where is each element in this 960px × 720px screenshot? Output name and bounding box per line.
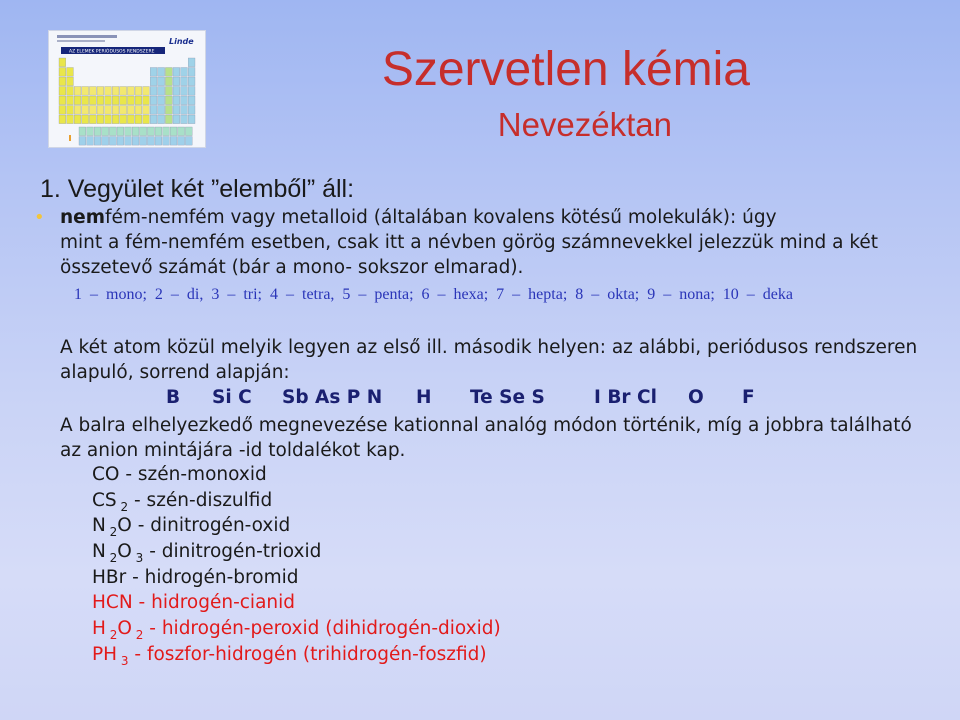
element-cell <box>163 137 170 146</box>
compound-name: - szén-diszulfid <box>128 490 273 511</box>
element-cell <box>97 106 104 115</box>
element-cell <box>173 106 180 115</box>
element-cell <box>112 115 119 124</box>
element-cell <box>165 87 172 96</box>
element-cell <box>112 96 119 105</box>
brand-logo: Linde <box>169 37 194 46</box>
element-cell <box>112 106 119 115</box>
element-group: H <box>416 387 432 408</box>
element-cell <box>59 68 66 77</box>
element-cell <box>87 137 94 146</box>
element-cell <box>188 77 195 86</box>
compound-item <box>92 543 321 564</box>
element-cell <box>102 137 109 146</box>
element-cell <box>143 87 150 96</box>
element-cell <box>89 96 96 105</box>
element-cell <box>143 96 150 105</box>
element-cell <box>59 106 66 115</box>
element-cell <box>181 115 188 124</box>
para1-line1: fém-nemfém vagy metalloid (általában kovalens kötésű molekulák): úgy <box>105 207 777 228</box>
compound-name: - hidrogén-bromid <box>126 567 299 588</box>
element-cell <box>59 77 66 86</box>
element-cell <box>181 68 188 77</box>
element-cell <box>188 58 195 67</box>
element-cell <box>155 127 162 136</box>
element-cell <box>120 106 127 115</box>
element-group: Te Se S <box>470 387 545 408</box>
element-group: F <box>742 387 755 408</box>
element-cell <box>67 106 74 115</box>
element-cell <box>158 115 165 124</box>
compound-item <box>92 517 290 538</box>
greek-prefix-list: 1 – mono; 2 – di, 3 – tri; 4 – tetra, 5 – penta; 6 – hexa; 7 – hepta; 8 – okta; 9 – nona; 10 – deka <box>74 286 793 303</box>
element-cell <box>97 115 104 124</box>
element-cell <box>97 87 104 96</box>
compound-formula: PH $_3$ <box>92 644 129 668</box>
compound-formula: H $_2$O $_2$ <box>92 618 144 642</box>
element-cell <box>188 115 195 124</box>
compound-name: - hidrogén-peroxid (dihidrogén-dioxid) <box>143 618 501 639</box>
element-cell <box>165 106 172 115</box>
element-cell <box>82 106 89 115</box>
element-cell <box>74 115 81 124</box>
element-cell <box>117 137 124 146</box>
element-cell <box>173 115 180 124</box>
element-cell <box>89 115 96 124</box>
element-cell <box>109 137 116 146</box>
paragraph-naming <box>60 413 912 463</box>
bold-prefix: nem <box>60 207 105 228</box>
element-cell <box>147 137 154 146</box>
periodic-table-graphic <box>49 31 205 147</box>
element-cell <box>82 87 89 96</box>
element-cell <box>74 106 81 115</box>
para2-line2: alapuló, sorrend alapján: <box>60 362 290 383</box>
element-cell <box>59 115 66 124</box>
element-cell <box>185 127 192 136</box>
element-cell <box>188 106 195 115</box>
element-cell <box>150 106 157 115</box>
element-cell <box>173 68 180 77</box>
element-cell <box>170 127 177 136</box>
thumbnail-heading: AZ ELEMEK PERIÓDUSOS RENDSZERE <box>69 49 155 55</box>
element-cell <box>67 77 74 86</box>
element-cell <box>102 127 109 136</box>
element-cell <box>155 137 162 146</box>
compound-item <box>92 646 487 667</box>
element-cell <box>150 77 157 86</box>
element-cell <box>185 137 192 146</box>
element-cell <box>158 96 165 105</box>
element-group: Sb As P N <box>282 387 383 408</box>
element-cell <box>97 96 104 105</box>
para3-line2: az anion mintájára -id toldalékot kap. <box>60 440 406 461</box>
compound-formula: CO <box>92 464 120 485</box>
element-cell <box>150 96 157 105</box>
compound-item <box>92 620 501 641</box>
element-cell <box>135 96 142 105</box>
element-cell <box>150 87 157 96</box>
compound-formula: HCN <box>92 592 133 613</box>
element-cell <box>59 87 66 96</box>
element-cell <box>178 137 185 146</box>
element-group: Si C <box>212 387 252 408</box>
element-cell <box>188 87 195 96</box>
compound-item <box>92 492 272 513</box>
element-cell <box>94 137 101 146</box>
element-cell <box>89 87 96 96</box>
element-cell <box>150 115 157 124</box>
element-cell <box>82 115 89 124</box>
element-cell <box>127 87 134 96</box>
element-cell <box>140 137 147 146</box>
element-cell <box>143 115 150 124</box>
element-cell <box>135 87 142 96</box>
element-cell <box>127 96 134 105</box>
element-cell <box>74 87 81 96</box>
compound-name: - hidrogén-cianid <box>132 592 296 613</box>
element-cell <box>67 68 74 77</box>
periodic-table-image <box>48 30 206 148</box>
element-cell <box>127 115 134 124</box>
element-cell <box>181 106 188 115</box>
element-cell <box>188 96 195 105</box>
para3-line1: A balra elhelyezkedő megnevezése kationnal analóg módon történik, míg a jobbra található <box>60 415 912 436</box>
element-cell <box>132 137 139 146</box>
element-cell <box>125 127 132 136</box>
compound-formula: HBr <box>92 567 127 588</box>
para1-line3: összetevő számát (bár a mono- sokszor elmarad). <box>60 257 524 278</box>
element-cell <box>140 127 147 136</box>
element-cell <box>165 115 172 124</box>
paragraph-nonmetals <box>60 205 878 280</box>
element-cell <box>158 77 165 86</box>
element-cell <box>82 96 89 105</box>
para2-line1: A két atom közül melyik legyen az első ill. második helyen: az alábbi, periódusos rendszeren <box>60 337 918 358</box>
element-cell <box>158 68 165 77</box>
element-cell <box>135 106 142 115</box>
element-cell <box>163 127 170 136</box>
element-group: I Br Cl <box>594 387 657 408</box>
element-cell <box>120 96 127 105</box>
compound-name: - foszfor-hidrogén (trihidrogén-foszfid) <box>128 644 487 665</box>
compound-item <box>92 466 267 485</box>
element-cell <box>173 77 180 86</box>
compound-name: - szén-monoxid <box>119 464 267 485</box>
element-cell <box>105 115 112 124</box>
element-cell <box>89 106 96 115</box>
element-cell <box>120 87 127 96</box>
para1-line2: mint a fém-nemfém esetben, csak itt a névben görög számnevekkel jelezzük mind a két <box>60 232 879 253</box>
element-cell <box>165 77 172 86</box>
intro-line: 1. Vegyület két ”elemből” áll: <box>40 175 355 203</box>
element-cell <box>74 96 81 105</box>
element-cell <box>181 87 188 96</box>
page-subtitle: Nevezéktan <box>497 106 672 143</box>
element-cell <box>120 115 127 124</box>
compound-item <box>92 594 295 613</box>
bullet-dot-icon: • <box>34 207 45 228</box>
element-cell <box>109 127 116 136</box>
element-cell <box>117 127 124 136</box>
element-cell <box>188 68 195 77</box>
element-cell <box>158 87 165 96</box>
compound-formula: CS $_2$ <box>92 490 129 514</box>
element-cell <box>143 106 150 115</box>
element-cell <box>165 68 172 77</box>
element-cell <box>127 106 134 115</box>
element-group: B <box>166 387 181 408</box>
element-cell <box>67 96 74 105</box>
element-cell <box>67 115 74 124</box>
element-cell <box>67 87 74 96</box>
element-cell <box>158 106 165 115</box>
element-group: O <box>688 387 704 408</box>
element-cell <box>170 137 177 146</box>
element-cell <box>165 96 172 105</box>
element-cell <box>125 137 132 146</box>
compound-formula: N $_2$O $_3$ <box>92 541 144 565</box>
compound-name: - dinitrogén-oxid <box>131 515 291 536</box>
element-cell <box>173 87 180 96</box>
element-cell <box>105 106 112 115</box>
compound-item <box>92 569 298 588</box>
compound-formula: N $_2$O <box>92 515 132 539</box>
element-cell <box>150 68 157 77</box>
element-cell <box>178 127 185 136</box>
element-cell <box>87 127 94 136</box>
element-cell <box>105 87 112 96</box>
element-cell <box>173 96 180 105</box>
element-cell <box>59 96 66 105</box>
element-cell <box>147 127 154 136</box>
element-cell <box>105 96 112 105</box>
page-title: Szervetlen kémia <box>381 43 750 96</box>
element-cell <box>79 127 86 136</box>
element-cell <box>135 115 142 124</box>
element-cell <box>59 58 66 67</box>
element-cell <box>112 87 119 96</box>
paragraph-order <box>60 335 917 385</box>
element-cell <box>94 127 101 136</box>
element-cell <box>181 77 188 86</box>
compound-name: - dinitrogén-trioxid <box>143 541 322 562</box>
element-cell <box>181 96 188 105</box>
element-cell <box>132 127 139 136</box>
element-cell <box>79 137 86 146</box>
